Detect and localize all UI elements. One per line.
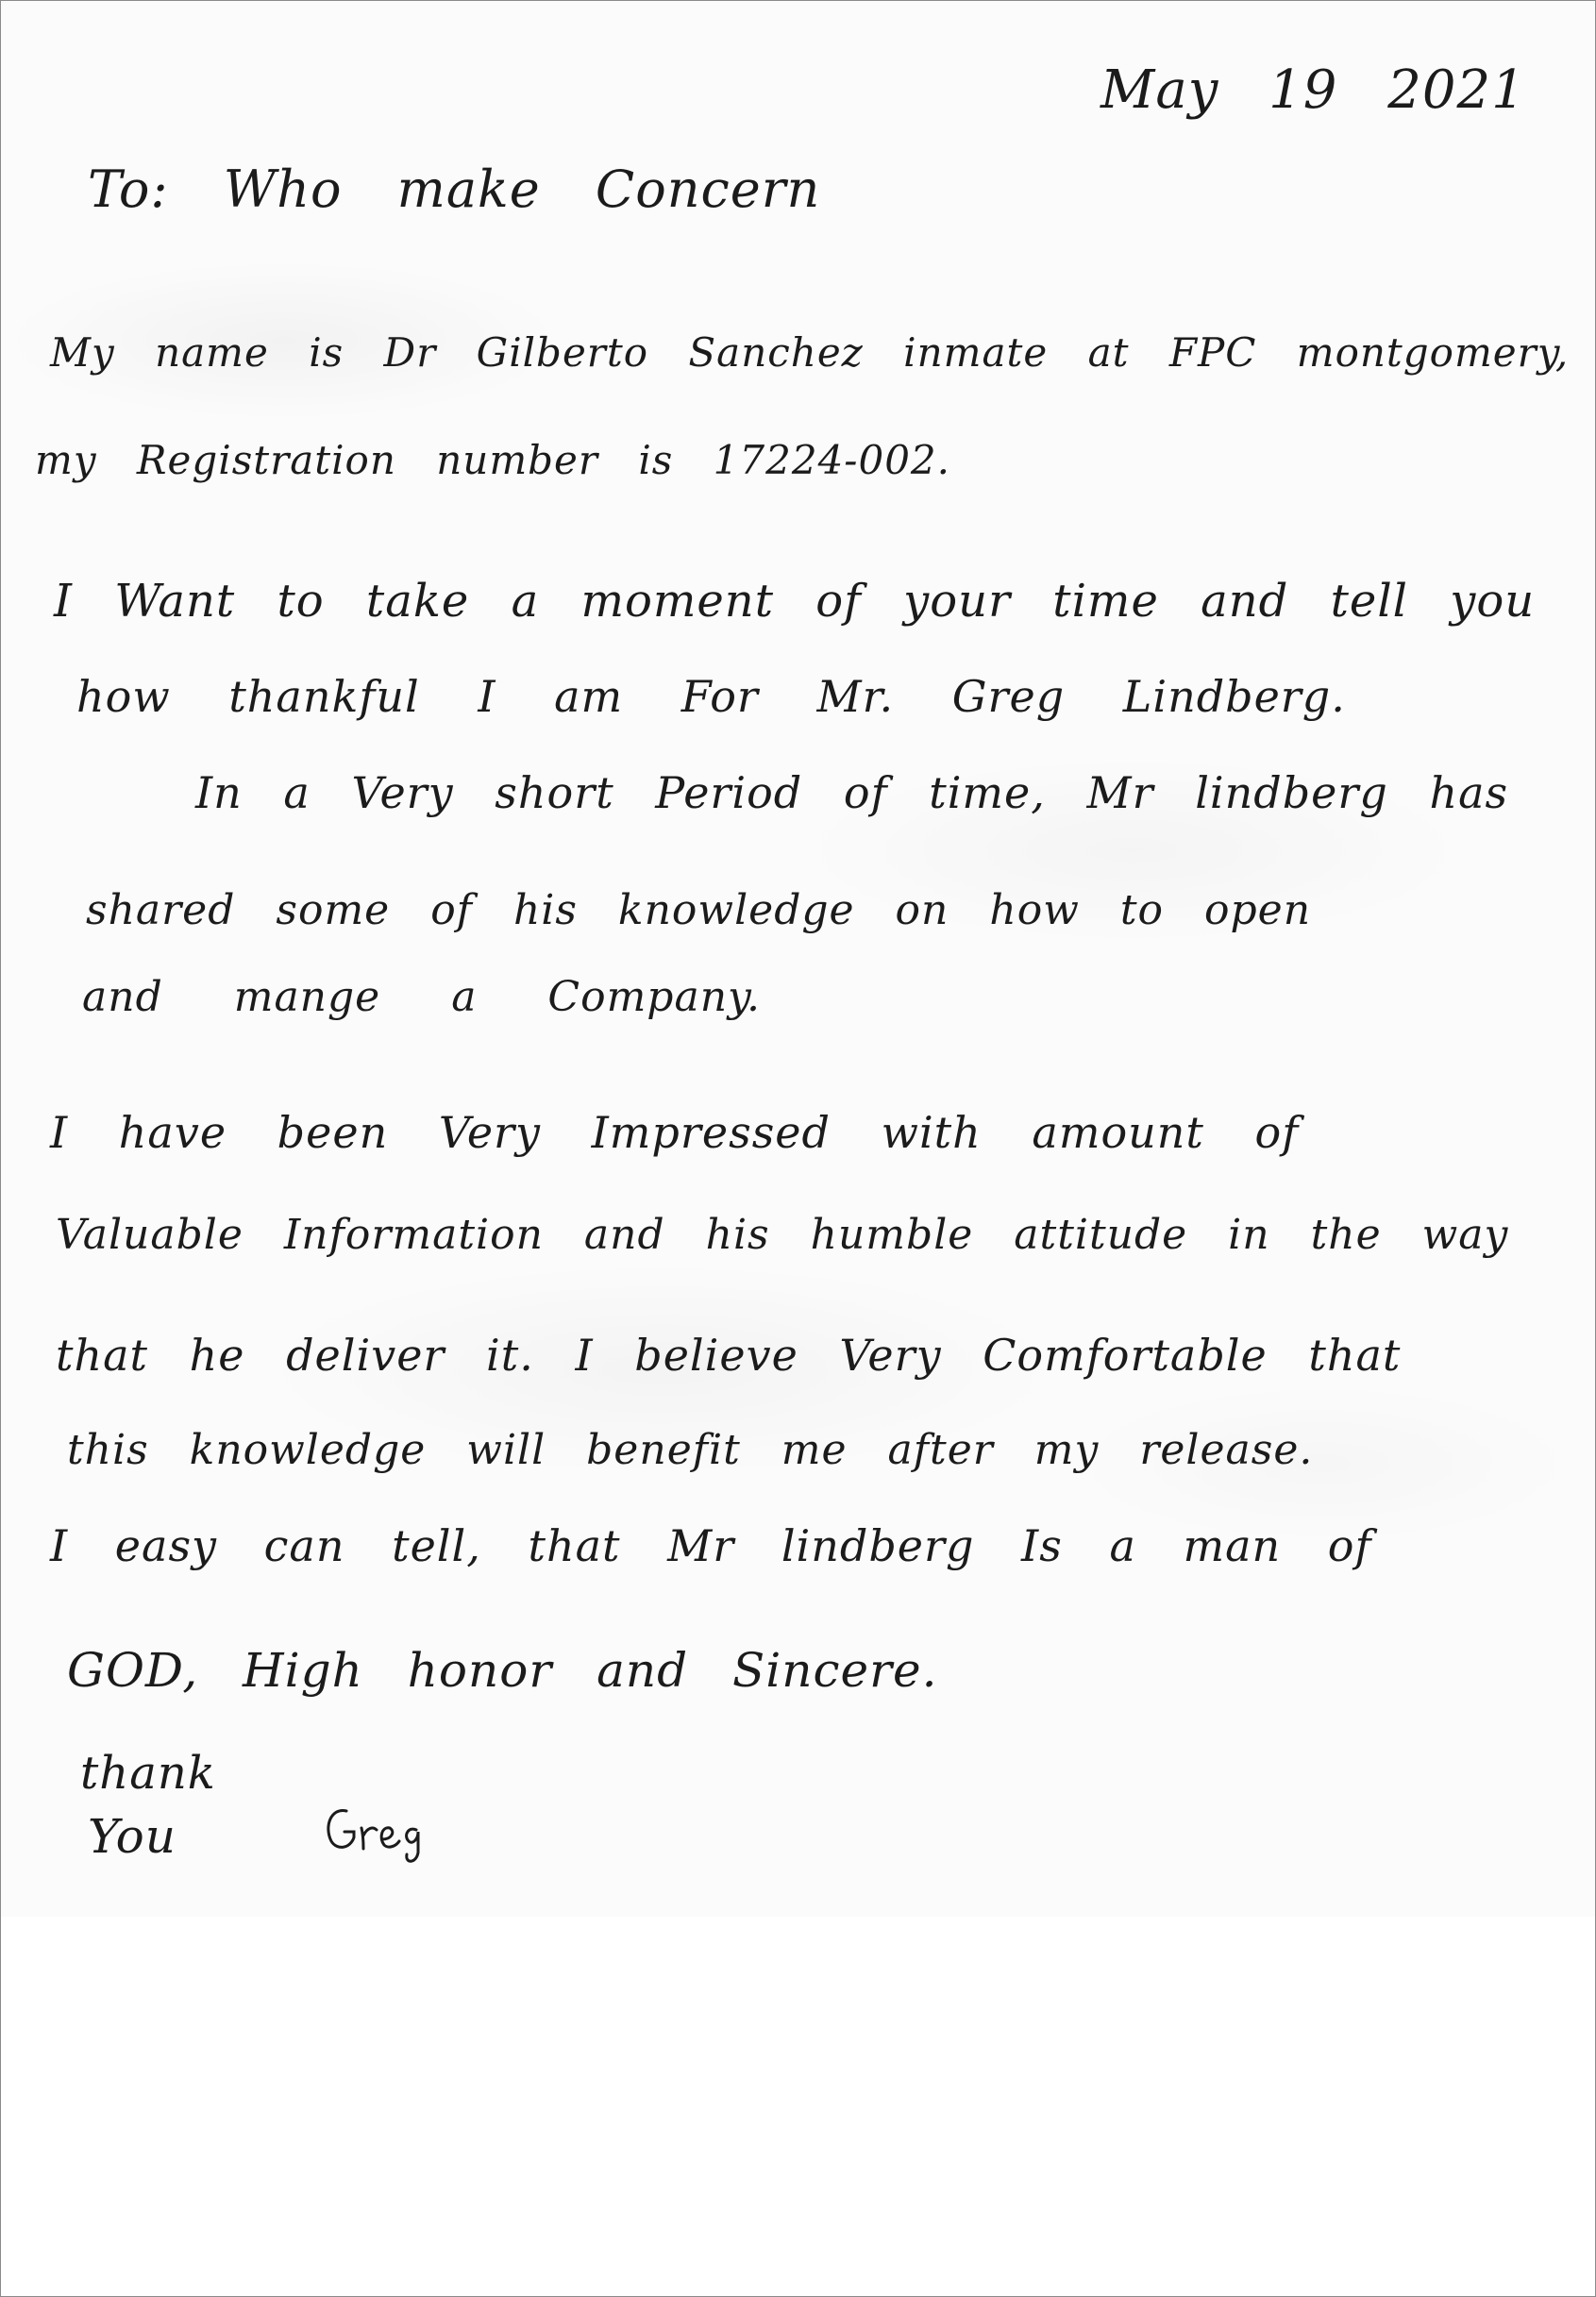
scanned-letter [1, 1, 1595, 1917]
letter-line: how thankful I am For Mr. Greg Lindberg. [76, 671, 1346, 722]
letter-date: May 19 2021 [1100, 59, 1526, 121]
letter-line: Valuable Information and his humble attitude in the way [56, 1211, 1509, 1259]
handwritten-signature [318, 1794, 450, 1869]
letter-line: I have been Very Impressed with amount of [50, 1107, 1300, 1158]
letter-line: In a Very short Period of time, Mr lindberg has [195, 767, 1509, 818]
letter-line: My name is Dr Gilberto Sanchez inmate at FPC montgomery, [50, 329, 1570, 376]
letter-line: shared some of his knowledge on how to open [86, 886, 1312, 934]
letter-line: that he deliver it. I believe Very Comfortable that [56, 1330, 1402, 1381]
letter-line: I easy can tell, that Mr lindberg Is a man of [50, 1520, 1372, 1571]
closing-thank: thank [80, 1747, 216, 1800]
closing-you: You [88, 1809, 176, 1864]
signature-greg [318, 1794, 450, 1869]
letter-line: my Registration number is 17224-002. [35, 437, 950, 483]
letter-salutation: To: Who make Concern [88, 159, 821, 219]
letter-line: this knowledge will benefit me after my release. [67, 1426, 1314, 1474]
letter-line: and mange a Company. [82, 973, 762, 1021]
letter-line: GOD, High honor and Sincere. [67, 1643, 938, 1698]
letter-line: I Want to take a moment of your time and tell you [54, 575, 1536, 628]
